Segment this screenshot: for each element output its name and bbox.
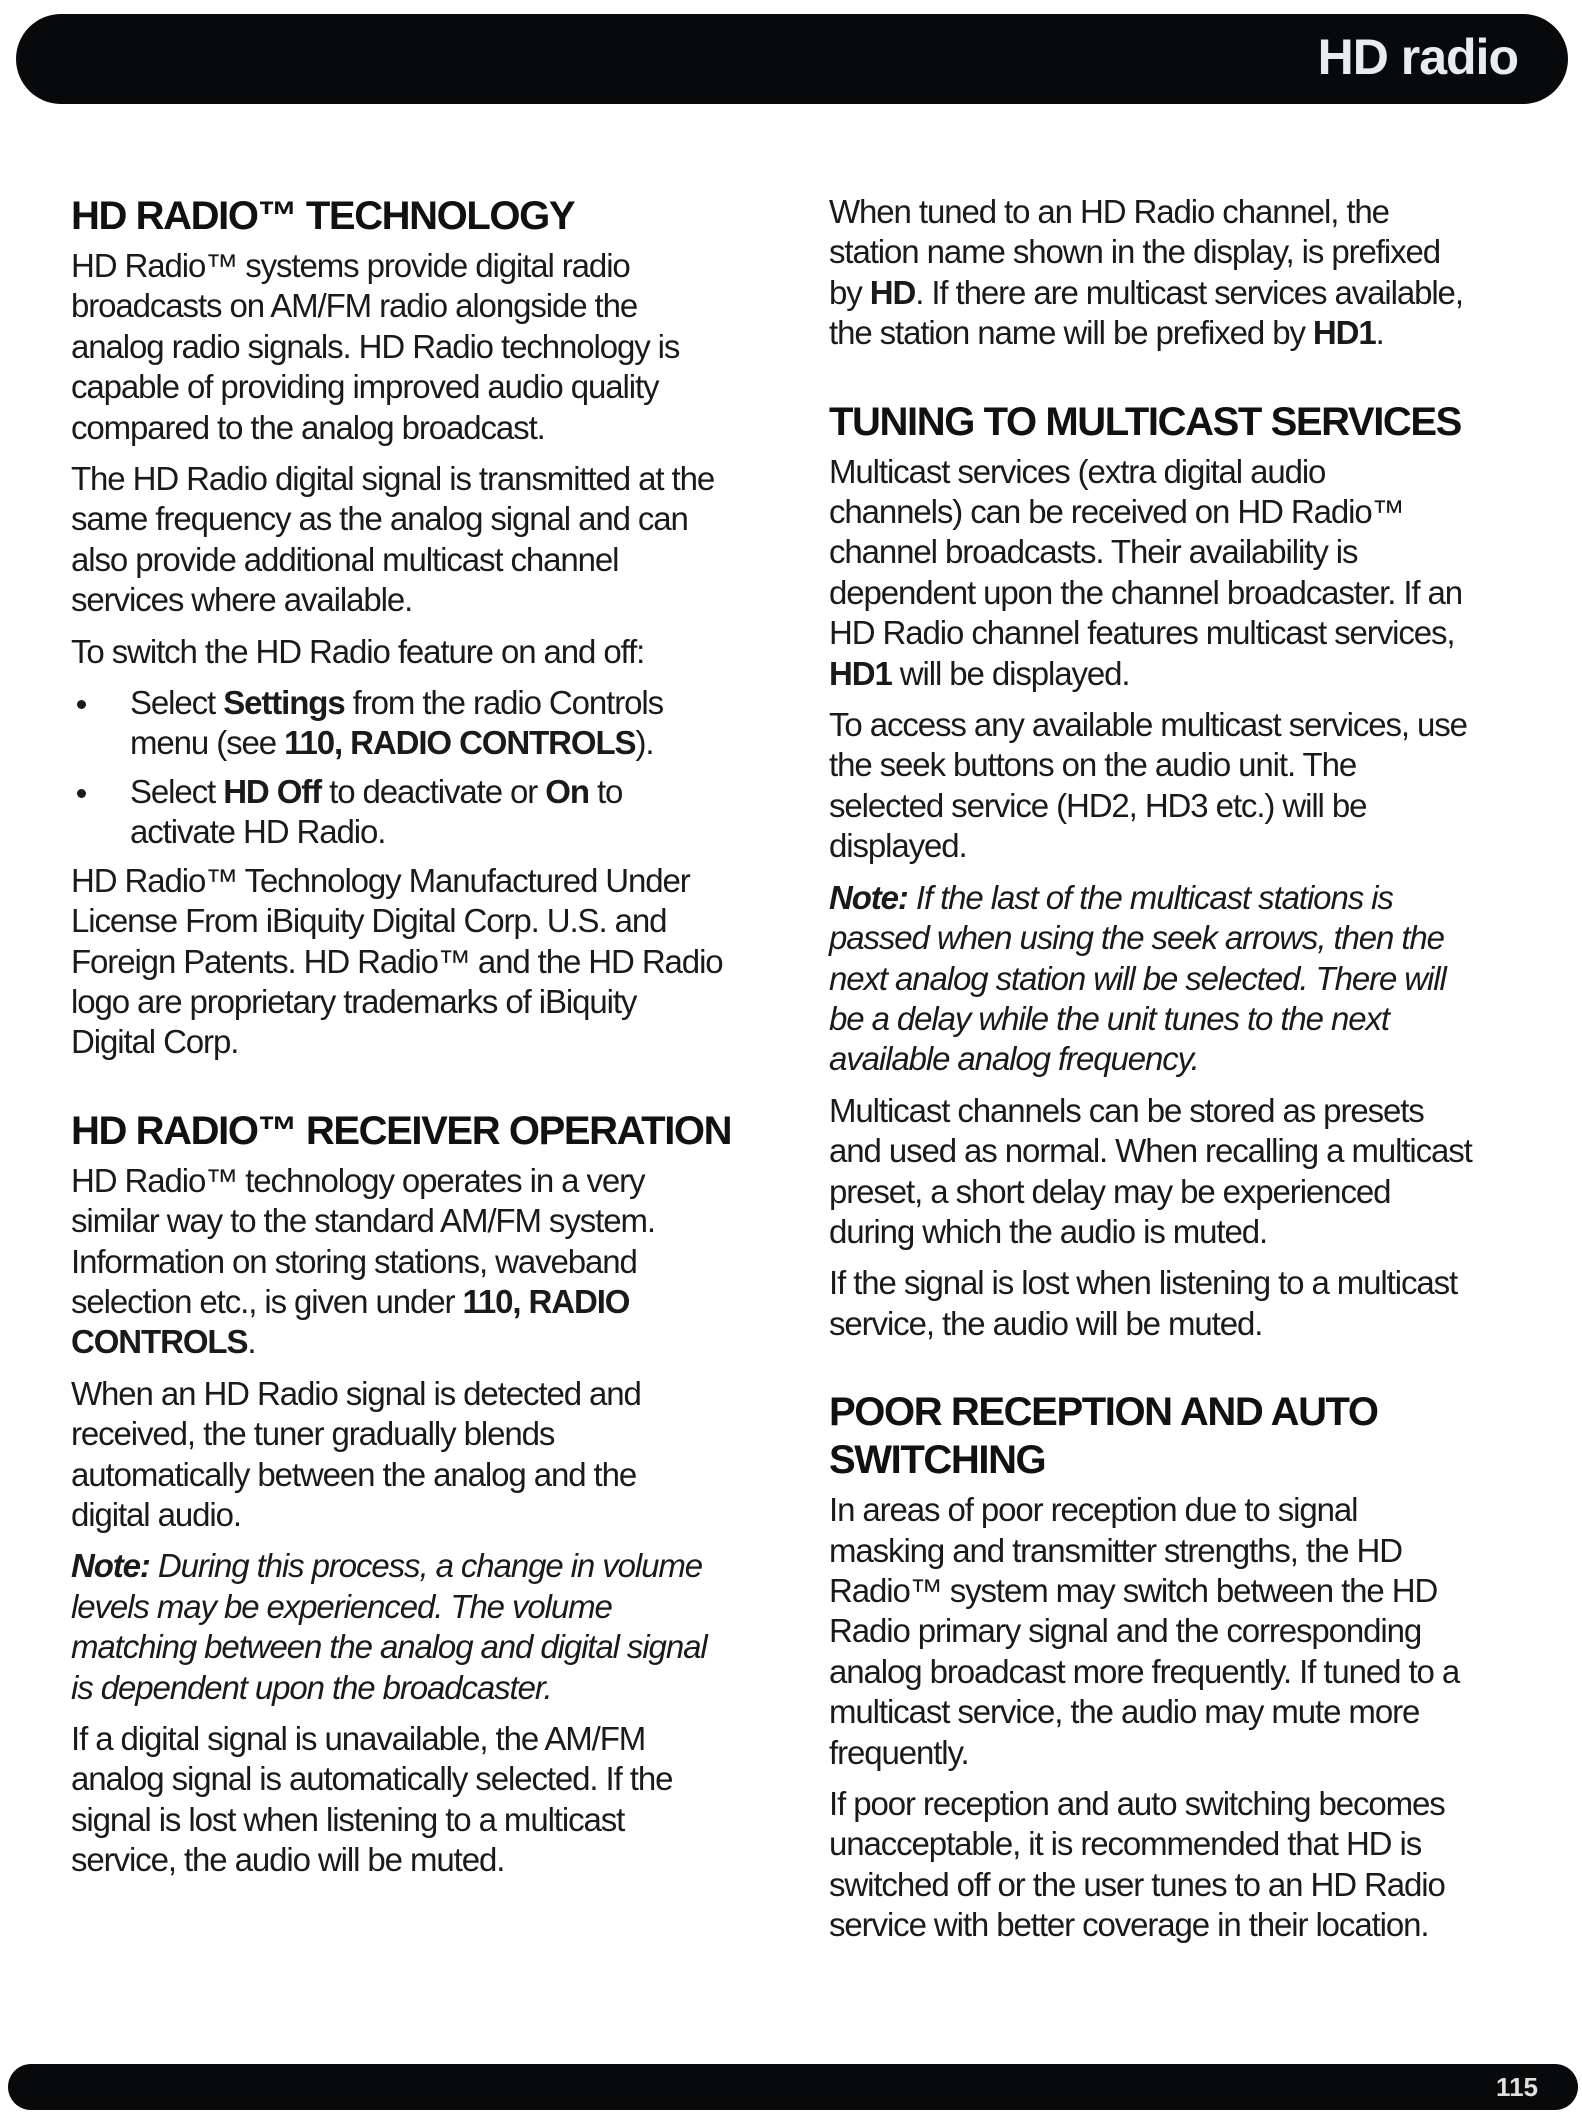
text-line: Information on storing stations, waveband [71,1242,637,1280]
text-run: will be displayed. [891,654,1130,692]
paragraph [829,1091,1529,1253]
text-line: When an HD Radio signal is detected and [71,1374,641,1412]
bold-text: 110, RADIO CONTROLS [284,724,636,762]
paragraph [71,459,771,621]
text-line: the seek buttons on the audio unit. The [829,746,1357,784]
bold-text: HD Off [223,772,322,810]
section-heading [829,1388,1529,1484]
text-line: logo are proprietary trademarks of iBiquity [71,982,637,1020]
text-line: unacceptable, it is recommended that HD is [829,1825,1422,1863]
text-line: HD Radio™ Technology Manufactured Under [71,861,690,899]
text-line: digital audio. [71,1495,241,1533]
paragraph [829,1263,1529,1344]
text-line: If poor reception and auto switching becomes [829,1785,1445,1822]
text-line: next analog station will be selected. There will [829,959,1446,997]
text-run: to deactivate or [321,772,546,810]
text-line: Digital Corp. [71,1023,239,1061]
text-line [71,1282,771,1322]
bold-text: 110, RADIO [462,1282,630,1320]
section-heading [71,192,771,240]
text-line: passed when using the seek arrows, then the [829,919,1444,957]
text-line: signal is lost when listening to a multicast [71,1800,625,1838]
bold-text: HD1 [829,654,892,692]
paragraph [829,192,1529,354]
text-run: selection etc., is given under [71,1282,463,1320]
text-line: Multicast services (extra digital audio [829,452,1326,490]
text-line: and used as normal. When recalling a multicast [829,1132,1472,1170]
text-line: HD Radio™ systems provide digital radio [71,247,630,284]
text-run: to [588,772,623,810]
text-run: menu (see [130,724,285,762]
text-line [829,654,1529,694]
text-line: Multicast channels can be stored as presets [829,1091,1424,1129]
text-line: HD Radio channel features multicast services, [829,614,1455,652]
bullet-item [71,683,771,764]
text-run: . [247,1323,256,1361]
text-line: available analog frequency. [829,1040,1199,1078]
text-line [130,772,771,812]
text-line: service, the audio will be muted. [71,1841,505,1879]
text-line: TUNING TO MULTICAST SERVICES [829,399,1461,444]
text-line: during which the audio is muted. [829,1212,1268,1250]
text-line: To access any available multicast services, use [829,706,1467,744]
bold-text: On [545,772,589,810]
text-line: compared to the analog broadcast. [71,408,545,446]
text-line: multicast service, the audio may mute more [829,1693,1420,1731]
text-line: analog broadcast more frequently. If tuned to a [829,1652,1460,1690]
text-line: masking and transmitter strengths, the HD [829,1531,1402,1569]
text-line: analog signal is automatically selected. If the [71,1760,673,1798]
text-line: displayed. [829,827,967,865]
paragraph [71,1719,771,1881]
text-line: capable of providing improved audio quality [71,368,659,406]
text-run: by [829,273,870,311]
text-line: HD RADIO™ RECEIVER OPERATION [71,1108,732,1153]
paragraph [71,246,771,448]
text-line: services where available. [71,581,413,619]
text-line: activate HD Radio. [130,813,386,851]
text-run: During this process, a change in volume [149,1547,702,1585]
text-line: channel broadcasts. Their availability is [829,533,1358,571]
text-line [71,1546,771,1586]
text-line: preset, a short delay may be experienced [829,1172,1391,1210]
section-heading [829,398,1529,446]
section-heading [71,1107,771,1155]
text-line [71,1322,771,1362]
text-line: channels) can be received on HD Radio™ [829,493,1404,531]
left-column [71,192,771,1892]
bold-text: Settings [223,684,345,722]
bullet-dot-icon [77,789,86,798]
text-line: If a digital signal is unavailable, the AM/FM [71,1720,646,1757]
text-line: SWITCHING [829,1438,1046,1483]
bold-text: Note: [71,1547,150,1585]
text-line: automatically between the analog and the [71,1455,637,1493]
text-line: If the signal is lost when listening to a multicast [829,1264,1458,1302]
bullet-item [71,772,771,853]
text-line: frequently. [829,1733,969,1771]
text-line: similar way to the standard AM/FM system. [71,1202,655,1240]
text-line: also provide additional multicast channel [71,540,619,578]
paragraph [71,632,771,672]
right-column [829,192,1529,1957]
text-run: from the radio Controls [344,684,663,722]
bold-text: CONTROLS [71,1323,248,1361]
text-line: station name shown in the display, is prefixed [829,233,1440,271]
text-line: To switch the HD Radio feature on and off: [71,632,645,670]
text-line: dependent upon the channel broadcaster. If an [829,573,1463,611]
text-line: service with better coverage in their location. [829,1906,1429,1944]
text-line: selected service (HD2, HD3 etc.) will be [829,786,1367,824]
text-line: be a delay while the unit tunes to the next [829,999,1389,1037]
note-paragraph [71,1546,771,1708]
text-line: The HD Radio digital signal is transmitted at the [71,460,715,498]
paragraph [829,1784,1529,1946]
bold-text: HD1 [1312,314,1376,352]
text-line: License From iBiquity Digital Corp. U.S. and [71,902,667,940]
text-line: Radio primary signal and the corresponding [829,1612,1422,1650]
header-bar [16,14,1568,104]
paragraph [829,452,1529,694]
text-run: Select [130,772,224,810]
text-run: If the last of the multicast stations is [907,878,1393,916]
text-run: ). [635,724,654,762]
text-line: POOR RECEPTION AND AUTO [829,1390,1378,1435]
text-line: received, the tuner gradually blends [71,1415,555,1453]
bold-text: Note: [829,878,908,916]
text-line: HD Radio™ technology operates in a very [71,1161,645,1199]
text-line: Foreign Patents. HD Radio™ and the HD Radio [71,942,723,980]
paragraph [71,1161,771,1363]
bold-text: HD [869,273,916,311]
text-line [829,273,1529,313]
text-line: is dependent upon the broadcaster. [71,1668,552,1706]
text-line: When tuned to an HD Radio channel, the [829,193,1389,230]
paragraph [829,1490,1529,1773]
text-line: switched off or the user tunes to an HD Radio [829,1865,1445,1903]
paragraph [71,861,771,1063]
text-line: HD RADIO™ TECHNOLOGY [71,194,575,238]
text-run: . [1375,314,1384,352]
text-run: Select [130,684,224,722]
text-line: broadcasts on AM/FM radio alongside the [71,287,638,325]
text-line: levels may be experienced. The volume [71,1587,612,1625]
text-run: the station name will be prefixed by [829,314,1313,352]
paragraph [829,705,1529,867]
text-line [130,723,771,763]
note-paragraph [829,878,1529,1080]
text-line: matching between the analog and digital signal [71,1628,707,1666]
text-line: same frequency as the analog signal and can [71,500,688,538]
text-line: service, the audio will be muted. [829,1304,1263,1342]
text-line: Radio™ system may switch between the HD [829,1571,1438,1609]
bullet-dot-icon [77,700,86,709]
text-run: . If there are multicast services available, [915,273,1463,311]
page-number: 115 [1496,2072,1538,2102]
text-line: In areas of poor reception due to signal [829,1491,1358,1529]
footer-bar [8,2064,1578,2110]
text-line [829,878,1529,918]
section-title: HD radio [1317,29,1518,85]
text-line: analog radio signals. HD Radio technology is [71,327,680,365]
text-line [829,313,1529,353]
paragraph [71,1374,771,1536]
text-line [130,683,771,723]
